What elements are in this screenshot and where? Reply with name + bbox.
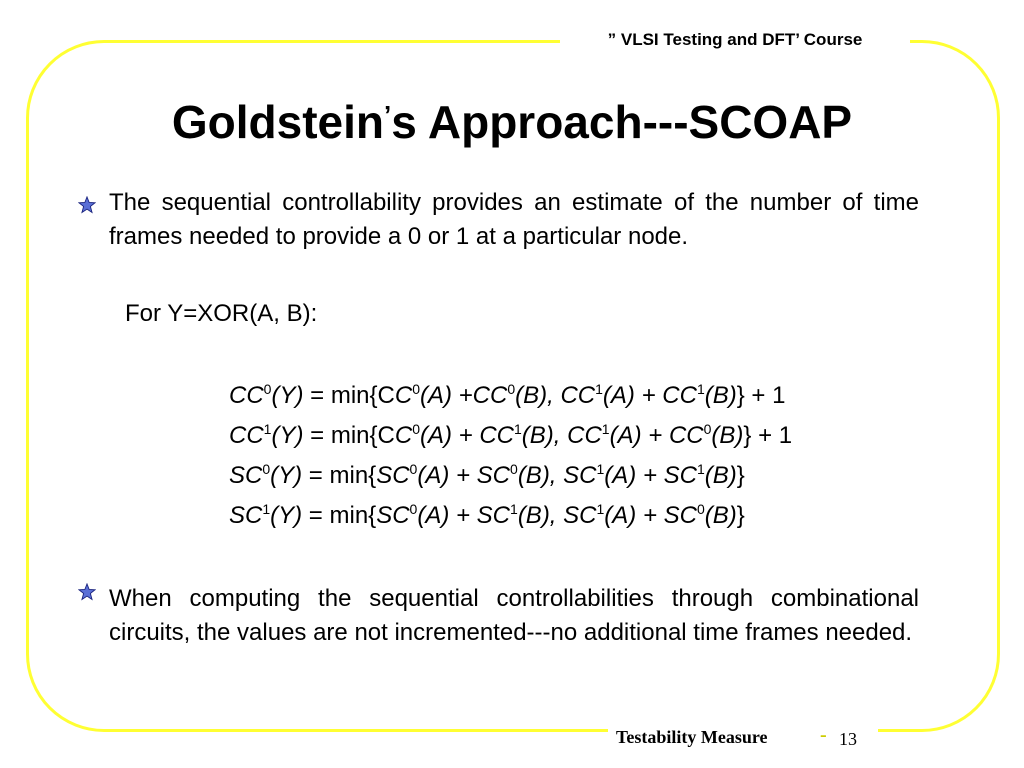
slide-title xyxy=(0,84,1024,153)
star-icon xyxy=(78,196,96,214)
xor-definition: For Y=XOR(A, B): xyxy=(125,300,318,327)
footer-label: Testability Measure xyxy=(616,727,768,747)
equation-cc0: $CC^0(Y) = \min\{CC^0(A) +CC^0(B)$, $CC^1(A) + CC^1(B)\} + 1$ xyxy=(229,381,786,409)
title-apostrophe: ’ xyxy=(384,100,392,130)
footer-separator: - xyxy=(820,724,827,746)
footer xyxy=(608,724,878,750)
equation-sc0: $SC^0(Y) = \min\{SC^0(A) + SC^0(B)$, $SC^1(A) + SC^1(B)$} xyxy=(229,461,745,489)
star-icon xyxy=(78,583,96,601)
page-number: 13 xyxy=(839,729,857,749)
course-header: ” VLSI Testing and DFT’ Course xyxy=(560,28,910,52)
title-part-2: s Approach---SCOAP xyxy=(391,96,853,148)
bullet-text-1: The sequential controllability provides an estimate of the number of time frames needed to provide a 0 or 1 at a particular node. xyxy=(109,189,919,250)
equation-cc1: $CC^1(Y) = \min\{CC^0(A) + CC^1(B)$, $CC^1(A) + CC^0(B)\} + 1$ xyxy=(229,421,793,449)
bullet-text-2: When computing the sequential controllabilities through combinational circuits, the values are not incremented---no additional time frames needed. xyxy=(109,585,919,646)
title-part-1: Goldstein xyxy=(171,96,384,148)
equation-sc1: $SC^1(Y) = \min\{SC^0(A) + SC^1(B)$, $SC^1(A) + SC^0(B)$} xyxy=(229,501,745,529)
